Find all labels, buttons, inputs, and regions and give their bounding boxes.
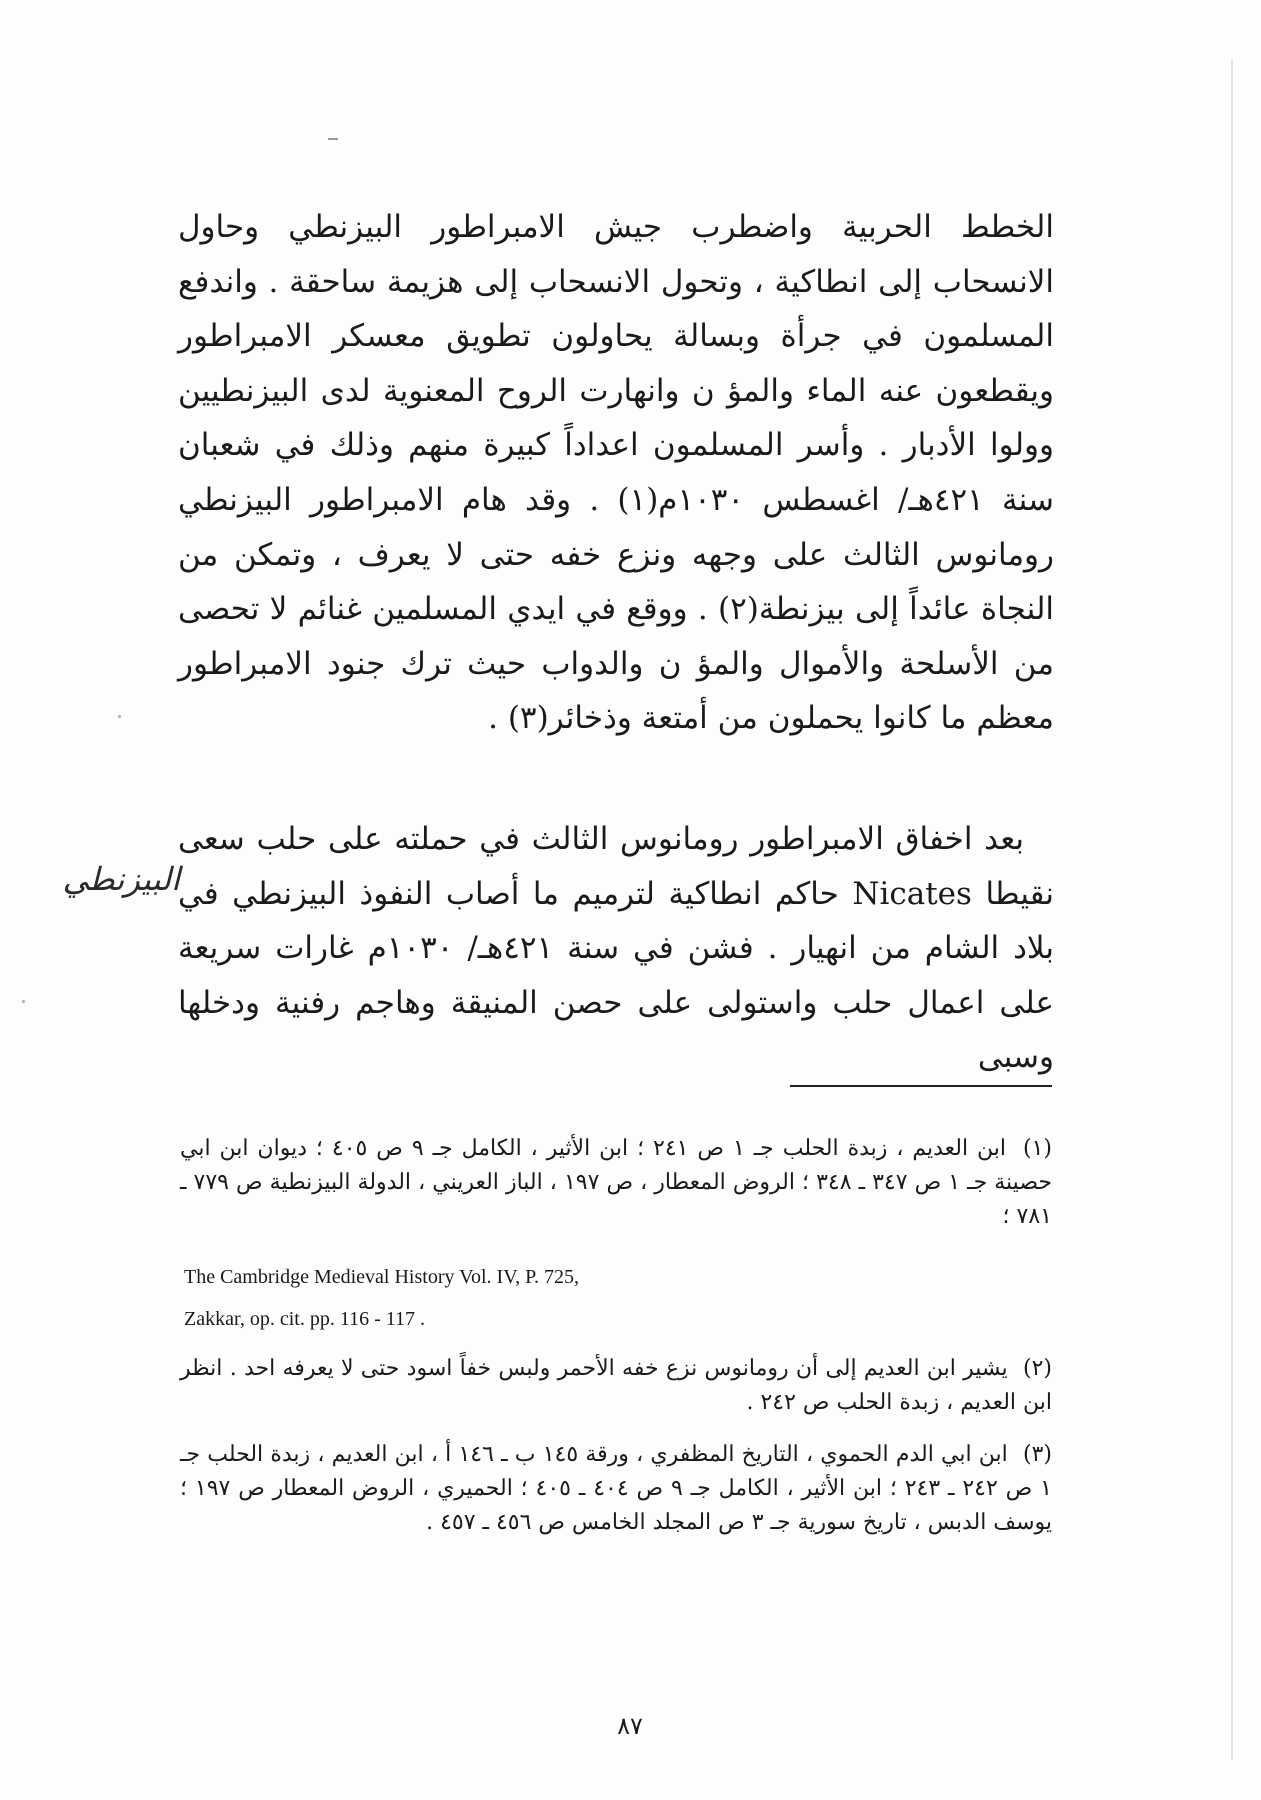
- footnote-1: [180, 1132, 1052, 1234]
- speck: [118, 715, 121, 718]
- footnote-text: ابن ابي الدم الحموي ، التاريخ المظفري ، ورقة ١٤٥ ب ـ ١٤٦ أ ، ابن العديم ، زبدة الحلب جـ ١ ص ٢٤٢ ـ ٢٤٣ ؛ ابن الأثير ، الكامل جـ ٩ ص ٤٠٤ ـ ٤٠٥ ؛ الحميري ، الروض المعطار ص ١٩٧ ؛ يوسف الدبس ، تاريخ سورية جـ ٣ ص المجلد الخامس ص ٤٥٦ ـ ٤٥٧ .: [180, 1442, 1052, 1535]
- footnote-text: ابن العديم ، زبدة الحلب جـ ١ ص ٢٤١ ؛ ابن الأثير ، الكامل جـ ٩ ص ٤٠٥ ؛ ديوان ابن ابي حصينة جـ ١ ص ٣٤٧ ـ ٣٤٨ ؛ الروض المعطار ، ص ١٩٧ ، الباز العريني ، الدولة البيزنطية ص ٧٧٩ ـ ٧٨١ ؛: [180, 1136, 1052, 1229]
- body-paragraph-1: الخطط الحربية واضطرب جيش الامبراطور البيزنطي وحاول الانسحاب إلى انطاكية ، وتحول الانسحاب إلى هزيمة ساحقة . واندفع المسلمون في جرأة وبسالة يحاولون تطويق معسكر الامبراطور ويقطعون عنه الماء والمؤ ن وانهارت الروح المعنوية لدى البيزنطيين وولوا الأدبار . وأسر المسلمون اعداداً كبيرة منهم وذلك في شعبان سنة ٤٢١هـ/ اغسطس ١٠٣٠م(١) . وقد هام الامبراطور البيزنطي رومانوس الثالث على وجهه ونزع خفه حتى لا يعرف ، وتمكن من النجاة عائداً إلى بيزنطة(٢) . ووقع في ايدي المسلمين غنائم لا تحصى من الأسلحة والأموال والمؤ ن والدواب حيث ترك جنود الامبراطور معظم ما كانوا يحملون من أمتعة وذخائر(٣) .: [178, 209, 1054, 737]
- stray-mark: [328, 138, 338, 140]
- footnote-separator: [790, 1085, 1052, 1087]
- handwritten-margin-note: البيزنطي: [62, 860, 180, 898]
- footnote-number: (١): [1023, 1136, 1053, 1161]
- page-edge-shadow: [1231, 60, 1233, 1760]
- body-paragraph-2: بعد اخفاق الامبراطور رومانوس الثالث في حملته على حلب سعى نقيطا Nicates حاكم انطاكية لترميم ما أصاب النفوذ البيزنطي في بلاد الشام من انهيار . فشن في سنة ٤٢١هـ/ ١٠٣٠م غارات سريعة على اعمال حلب واستولى على حصن المنيقة وهاجم رفنية ودخلها وسبى: [178, 821, 1055, 1076]
- latin-reference-1: The Cambridge Medieval History Vol. IV, P. 725,: [184, 1266, 579, 1288]
- footnote-3: [180, 1438, 1052, 1540]
- page-number: ٨٧: [617, 1712, 643, 1740]
- footnote-2: [180, 1352, 1052, 1420]
- footnote-number: (٢): [1022, 1356, 1052, 1381]
- footnote-number: (٣): [1023, 1442, 1053, 1467]
- speck: [22, 1000, 25, 1003]
- footnote-text: يشير ابن العديم إلى أن رومانوس نزع خفه الأحمر ولبس خفاً اسود حتى لا يعرفه احد . انظر ابن العديم ، زبدة الحلب ص ٢٤٢ .: [180, 1356, 1052, 1415]
- latin-reference-2: Zakkar, op. cit. pp. 116 - 117 .: [184, 1308, 425, 1330]
